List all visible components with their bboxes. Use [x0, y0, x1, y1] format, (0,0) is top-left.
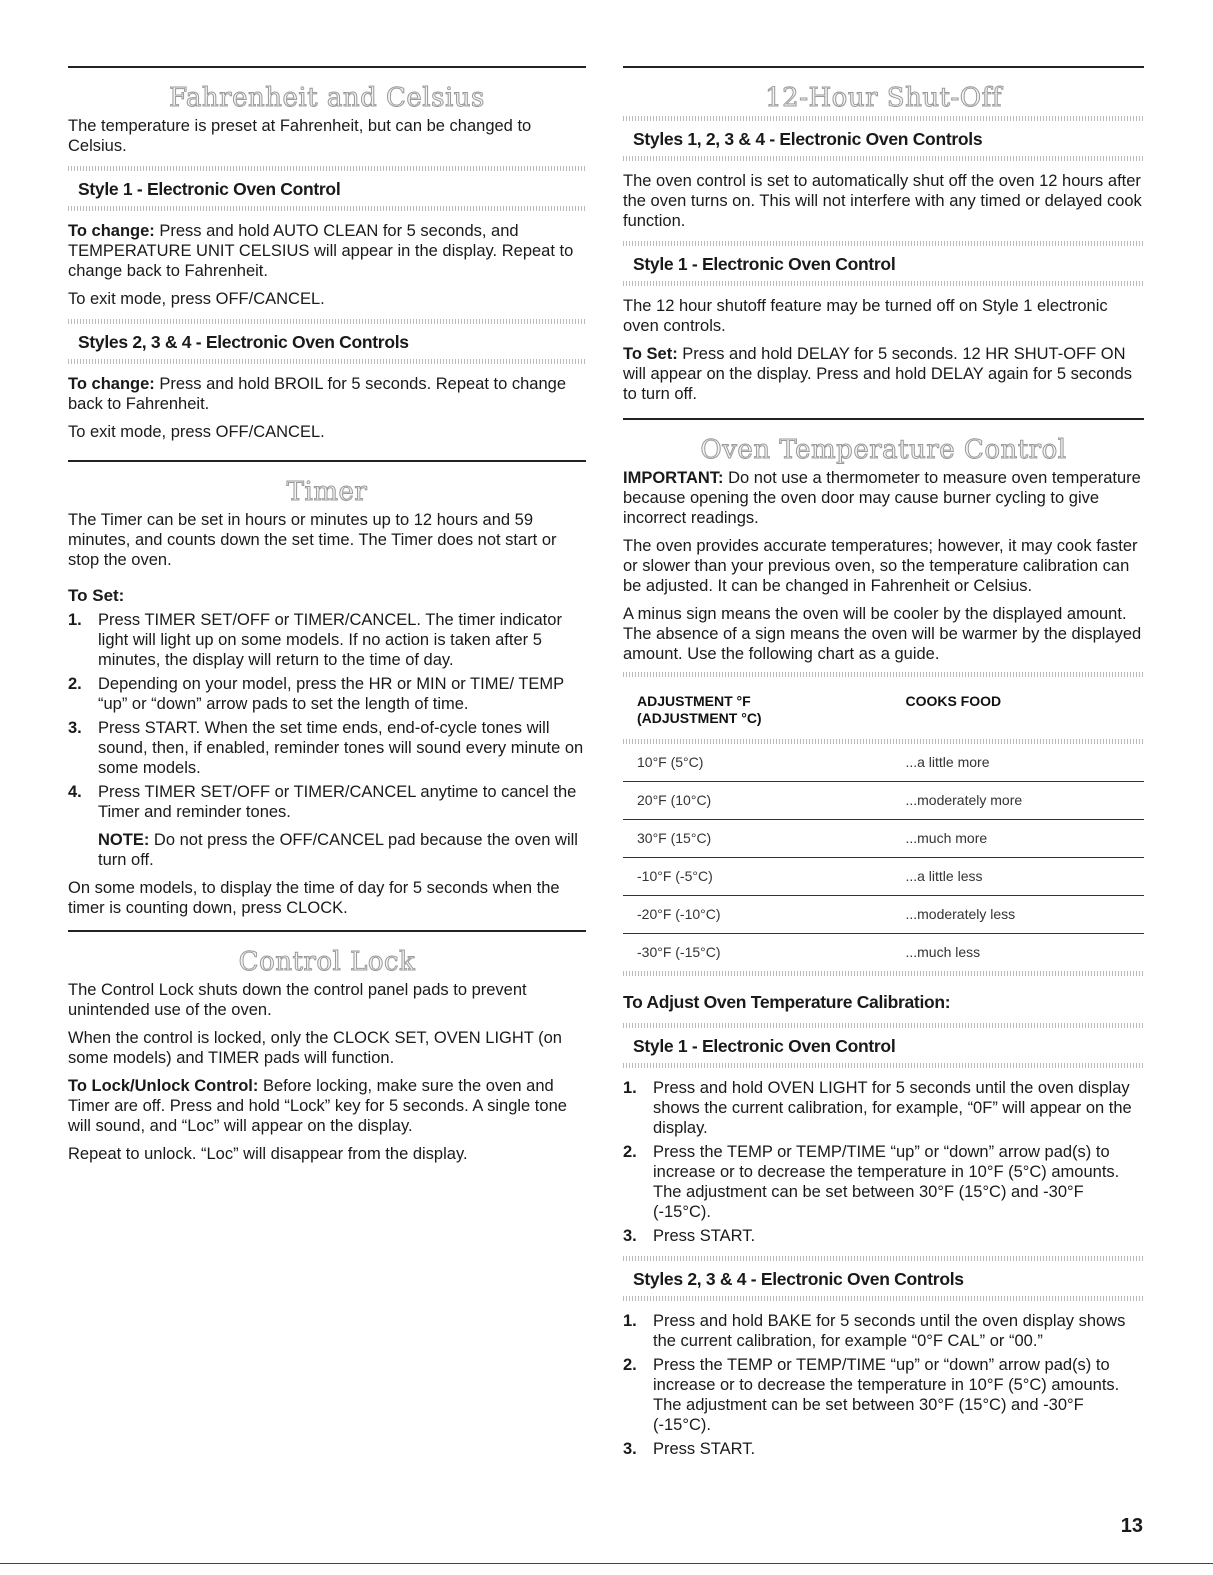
list-item: [68, 674, 586, 714]
section-rule: [68, 66, 586, 68]
important-lead: IMPORTANT:: [623, 469, 724, 487]
shutoff-intro: The oven control is set to automatically shut off the oven 12 hours after the oven turns on. This will not interfere with any timed or delayed cook function.: [623, 172, 1142, 230]
timer-note: [68, 830, 586, 870]
step-number: 3.: [623, 1440, 637, 1458]
cell-adjustment: 20°F (10°C): [623, 782, 901, 820]
section-title-control-lock: Control Lock: [238, 947, 416, 977]
list-item: [623, 1142, 1144, 1222]
shutoff-style1-block: [623, 241, 1144, 286]
cell-adjustment: 30°F (15°C): [623, 820, 901, 858]
step-text: Press TIMER SET/OFF or TIMER/CANCEL. The timer indicator light will light up on some models. If no action is taken after 5 minutes, the display will return to the time of day.: [98, 611, 562, 669]
control-lock-p1: The Control Lock shuts down the control panel pads to prevent unintended use of the oven.: [68, 981, 527, 1019]
cell-cooks: ...much more: [901, 820, 1144, 858]
set-text: Press and hold DELAY for 5 seconds. 12 HR SHUT-OFF ON will appear on the display. Press and hold DELAY again for 5 seconds to turn off.: [623, 345, 1133, 403]
section-rule: [68, 460, 586, 462]
calibration-style1-steps: [623, 1078, 1144, 1246]
list-item: [68, 610, 586, 670]
section-title-shutoff: 12-Hour Shut-Off: [765, 83, 1002, 113]
cell-cooks: ...moderately more: [901, 782, 1144, 820]
fahrenheit-intro: The temperature is preset at Fahrenheit, but can be changed to Celsius.: [68, 117, 532, 155]
cell-adjustment: 10°F (5°C): [623, 744, 901, 782]
hatch-divider: [68, 359, 586, 364]
section-title-timer: Timer: [286, 477, 368, 507]
step-number: 1.: [623, 1312, 637, 1330]
cell-adjustment: -20°F (-10°C): [623, 896, 901, 934]
shutoff-set-paragraph: [623, 344, 1144, 404]
table-row: [623, 744, 1144, 782]
hatch-divider: [623, 281, 1144, 286]
table-row: [623, 858, 1144, 896]
hatch-divider: [623, 1296, 1144, 1301]
table-header-cooks-food: COOKS FOOD: [905, 693, 1002, 709]
section-rule: [623, 66, 1144, 68]
cell-adjustment: -30°F (-15°C): [637, 944, 721, 960]
step-text: Depending on your model, press the HR or MIN or TIME/ TEMP “up” or “down” arrow pads to set the length of time.: [98, 675, 564, 713]
style1-change-paragraph: [68, 221, 586, 281]
subheading-style1: Style 1 - Electronic Oven Control: [633, 1036, 896, 1056]
step-text: Press START.: [653, 1227, 756, 1245]
section-title-oven-temp: Oven Temperature Control: [700, 435, 1067, 465]
step-number: 2.: [68, 675, 82, 693]
step-number: 1.: [68, 611, 82, 629]
style234-change-paragraph: [68, 374, 586, 414]
step-text: Press the TEMP or TEMP/TIME “up” or “down” arrow pad(s) to increase or to decrease the temperature in 10°F (5°C) amounts. The adjustment can be set between 30°F (15°C) and -30°F (-15°C).: [653, 1356, 1120, 1434]
subheading-styles-1234: Styles 1, 2, 3 & 4 - Electronic Oven Controls: [633, 129, 983, 149]
oven-temp-p2: The oven provides accurate temperatures; however, it may cook faster or slower than your previous oven, so the temperature calibration can be adjusted. It can be changed in Fahrenheit or Celsius.: [623, 537, 1138, 595]
change-lead: To change:: [68, 222, 155, 240]
lock-text: Before locking, make sure the oven and Timer are off. Press and hold “Lock” key for 5 seconds. A single tone will sound, and “Loc” will appear on the display.: [68, 1077, 567, 1135]
table-row: [623, 896, 1144, 934]
shutoff-style1-paragraph: The 12 hour shutoff feature may be turned off on Style 1 electronic oven controls.: [623, 297, 1108, 335]
step-number: 3.: [623, 1227, 637, 1245]
adjust-calibration-heading: To Adjust Oven Temperature Calibration:: [623, 992, 951, 1012]
list-item: [68, 718, 586, 778]
bottom-rule: [0, 1563, 1213, 1564]
timer-outro: On some models, to display the time of day for 5 seconds when the timer is counting down, press CLOCK.: [68, 879, 560, 917]
hatch-divider: [623, 971, 1144, 976]
change-lead: To change:: [68, 375, 155, 393]
list-item: [623, 1355, 1144, 1435]
table-row: [623, 782, 1144, 820]
list-item: [68, 782, 586, 822]
adjustment-table: [623, 683, 1144, 971]
step-number: 3.: [68, 719, 82, 737]
oven-temp-important: [623, 468, 1144, 528]
step-number: 2.: [623, 1143, 637, 1161]
calibration-style234-block: [623, 1256, 1144, 1301]
list-item: [623, 1439, 1144, 1459]
style234-exit: To exit mode, press OFF/CANCEL.: [68, 423, 325, 441]
list-item: [623, 1311, 1144, 1351]
right-column: [623, 66, 1144, 1467]
cell-cooks: ...a little less: [901, 858, 1144, 896]
left-column: [68, 66, 586, 1172]
control-lock-p2: When the control is locked, only the CLOCK SET, OVEN LIGHT (on some models) and TIMER pads will function.: [68, 1029, 562, 1067]
style1-block: [68, 166, 586, 211]
control-lock-p4: Repeat to unlock. “Loc” will disappear from the display.: [68, 1145, 468, 1163]
section-rule: [623, 418, 1144, 420]
section-title-fahrenheit: Fahrenheit and Celsius: [169, 83, 485, 113]
hatch-divider: [623, 156, 1144, 161]
shutoff-heading-block: [623, 116, 1144, 161]
table-row: [623, 820, 1144, 858]
step-number: 4.: [68, 783, 82, 801]
hatch-divider: [68, 206, 586, 211]
page-number: 13: [1120, 1515, 1143, 1537]
table-header-row: [623, 683, 1144, 739]
subheading-style234: Styles 2, 3 & 4 - Electronic Oven Controls: [78, 332, 409, 352]
lock-lead: To Lock/Unlock Control:: [68, 1077, 259, 1095]
cell-cooks: ...a little more: [901, 744, 1144, 782]
control-lock-p3: [68, 1076, 586, 1136]
step-text: Press START. When the set time ends, end-of-cycle tones will sound, then, if enabled, reminder tones will sound every minute on some models.: [98, 719, 584, 777]
step-number: 1.: [623, 1079, 637, 1097]
subheading-style1: Style 1 - Electronic Oven Control: [633, 254, 896, 274]
oven-temp-p3: A minus sign means the oven will be cooler by the displayed amount. The absence of a sign means the oven will be warmer by the displayed amount. Use the following chart as a guide.: [623, 605, 1142, 663]
subheading-style1: Style 1 - Electronic Oven Control: [78, 179, 341, 199]
header-line: ADJUSTMENT °F: [637, 693, 751, 709]
step-text: Press START.: [653, 1440, 756, 1458]
style1-exit: To exit mode, press OFF/CANCEL.: [68, 290, 325, 308]
step-text: Press and hold OVEN LIGHT for 5 seconds until the oven display shows the current calibration, for example, “0F” will appear on the display.: [653, 1079, 1132, 1137]
set-lead: To Set:: [623, 345, 678, 363]
hatch-divider: [623, 1063, 1144, 1068]
calibration-style234-steps: [623, 1311, 1144, 1459]
header-line: (ADJUSTMENT °C): [637, 710, 762, 726]
table-header-adjustment: [623, 683, 901, 739]
step-text: Press and hold BAKE for 5 seconds until the oven display shows the current calibration, for example “0°F CAL” or “00.”: [653, 1312, 1126, 1350]
cell-adjustment: -10°F (-5°C): [623, 858, 901, 896]
calibration-style1-block: [623, 1023, 1144, 1068]
list-item: [623, 1078, 1144, 1138]
hatch-divider: [623, 672, 1144, 677]
section-rule: [68, 930, 586, 932]
change-text: Press and hold AUTO CLEAN for 5 seconds, and TEMPERATURE UNIT CELSIUS will appear in the display. Repeat to change back to Fahrenheit.: [68, 222, 574, 280]
style234-block: [68, 319, 586, 364]
timer-steps: [68, 610, 586, 822]
cell-cooks: ...moderately less: [901, 896, 1144, 934]
timer-intro: The Timer can be set in hours or minutes up to 12 hours and 59 minutes, and counts down the set time. The Timer does not start or stop the oven.: [68, 511, 557, 569]
step-text: Press TIMER SET/OFF or TIMER/CANCEL anytime to cancel the Timer and reminder tones.: [98, 783, 577, 821]
important-text: Do not use a thermometer to measure oven temperature because opening the oven door may cause burner cycling to give incorrect readings.: [623, 469, 1141, 527]
timer-to-set: To Set:: [68, 586, 125, 605]
note-text: Do not press the OFF/CANCEL pad because the oven will turn off.: [98, 831, 578, 869]
step-number: 2.: [623, 1356, 637, 1374]
cell-cooks: ...much less: [905, 944, 981, 960]
subheading-style234: Styles 2, 3 & 4 - Electronic Oven Controls: [633, 1269, 964, 1289]
list-item: [623, 1226, 1144, 1246]
note-lead: NOTE:: [98, 831, 150, 849]
change-text: Press and hold BROIL for 5 seconds. Repeat to change back to Fahrenheit.: [68, 375, 567, 413]
step-text: Press the TEMP or TEMP/TIME “up” or “down” arrow pad(s) to increase or to decrease the temperature in 10°F (5°C) amounts. The adjustment can be set between 30°F (15°C) and -30°F (-15°C).: [653, 1143, 1120, 1221]
table-row: [623, 934, 1144, 972]
